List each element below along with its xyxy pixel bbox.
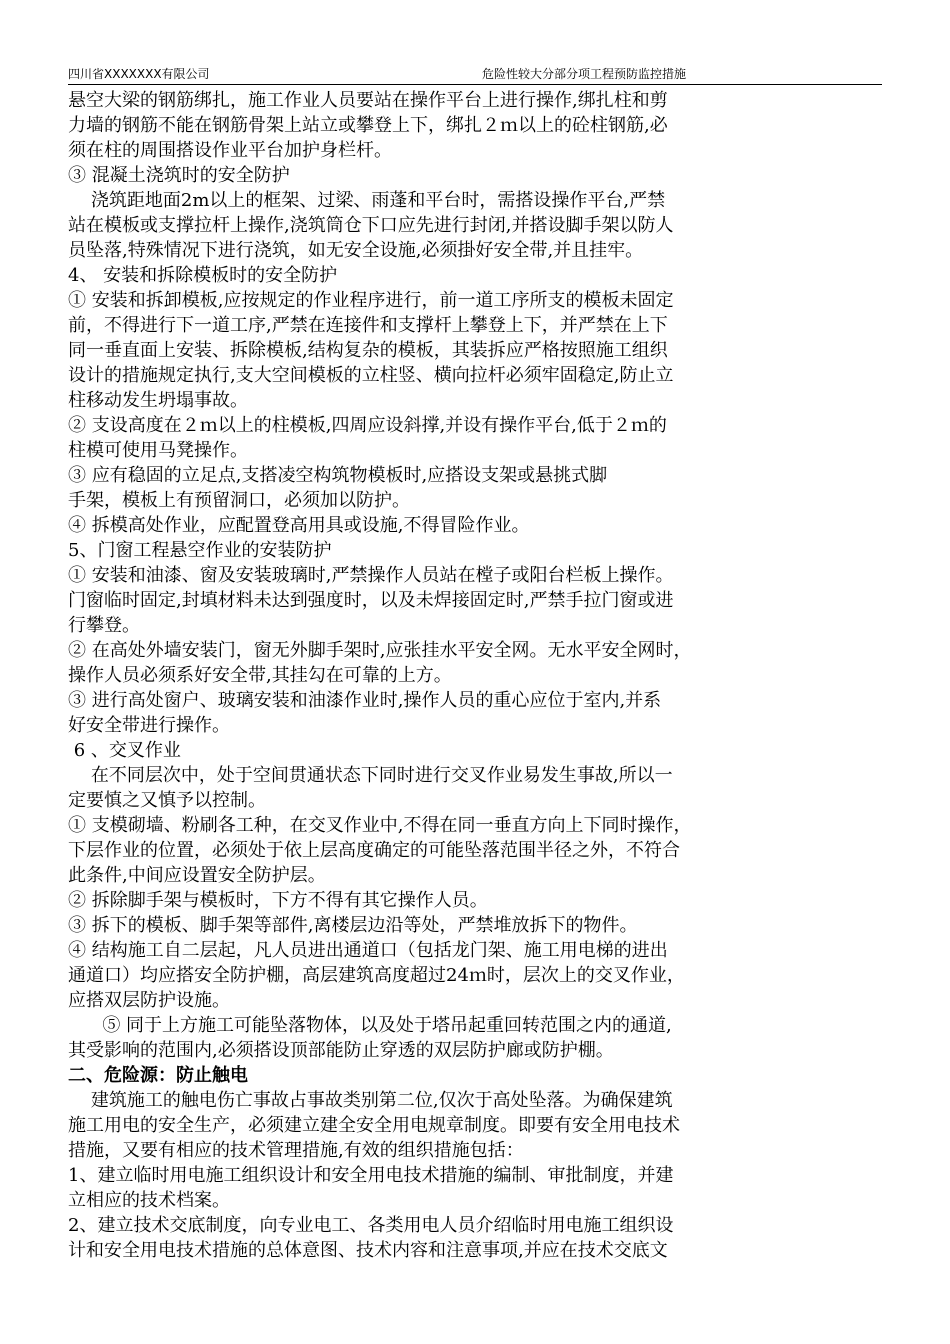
text-line: 站在模板或支撑拉杆上操作,浇筑筒仓下口应先进行封闭,并搭设脚手架以防人 (68, 215, 674, 236)
text-line: ① 支模砌墙、粉刷各工种，在交叉作业中,不得在同一垂直方向上下同时操作， (68, 815, 692, 836)
text-line: 行攀登。 (68, 615, 140, 636)
text-line: 6 、交叉作业 (68, 740, 181, 761)
text-line: 定要慎之又慎予以控制。 (68, 790, 266, 811)
text-line: ① 安装和油漆、窗及安装玻璃时,严禁操作人员站在樘子或阳台栏板上操作。 (68, 565, 674, 586)
text-line: 在不同层次中，处于空间贯通状态下同时进行交叉作业易发生事故,所以一 (68, 765, 673, 786)
text-line: ④ 结构施工自二层起，凡人员进出通道口（包括龙门架、施工用电梯的进出 (68, 940, 668, 961)
text-line: 通道口）均应搭安全防护棚，高层建筑高度超过24ｍ时，层次上的交叉作业， (68, 965, 685, 986)
text-line: 5、门窗工程悬空作业的安装防护 (68, 540, 332, 561)
text-line: ① 安装和拆卸模板,应按规定的作业程序进行，前一道工序所支的模板未固定 (68, 290, 674, 311)
text-line: 须在柱的周围搭设作业平台加护身栏杆。 (68, 140, 392, 161)
text-line: 建筑施工的触电伤亡事故占事故类别第二位,仅次于高处坠落。为确保建筑 (68, 1090, 673, 1111)
text-line: ② 支设高度在２ｍ以上的柱模板,四周应设斜撑,并设有操作平台,低于２ｍ的 (68, 415, 667, 436)
text-line: 手架，模板上有预留洞口，必须加以防护。 (68, 490, 410, 511)
text-line: 4、 安装和拆除模板时的安全防护 (68, 265, 338, 286)
text-line: ③ 进行高处窗户、玻璃安装和油漆作业时,操作人员的重心应位于室内,并系 (68, 690, 662, 711)
text-line: 力墙的钢筋不能在钢筋骨架上站立或攀登上下，绑扎２ｍ以上的砼柱钢筋,必 (68, 115, 668, 136)
document-body (68, 88, 882, 1263)
text-line: 设计的措施规定执行,支大空间模板的立柱竖、横向拉杆必须牢固稳定,防止立 (68, 365, 674, 386)
text-line: 柱移动发生坍塌事故。 (68, 390, 248, 411)
text-line: ③ 混凝土浇筑时的安全防护 (68, 165, 290, 186)
text-line: ② 在高处外墙安装门，窗无外脚手架时,应张挂水平安全网。无水平安全网时， (68, 640, 692, 661)
company-name: 四川省XXXXXXX有限公司 (68, 67, 210, 81)
text-line: 应搭双层防护设施。 (68, 990, 230, 1011)
text-line: 悬空大梁的钢筋绑扎，施工作业人员要站在操作平台上进行操作,绑扎柱和剪 (68, 90, 668, 111)
text-line: 好安全带进行操作。 (68, 715, 230, 736)
header-divider (68, 84, 882, 85)
text-line: 浇筑距地面2m以上的框架、过梁、雨蓬和平台时，需搭设操作平台,严禁 (68, 190, 666, 211)
section-heading: 二、危险源：防止触电 (68, 1065, 248, 1086)
text-line: 措施，又要有相应的技术管理措施,有效的组织措施包括： (68, 1140, 524, 1161)
text-line: 1、建立临时用电施工组织设计和安全用电技术措施的编制、审批制度，并建 (68, 1165, 674, 1186)
text-line: 门窗临时固定,封填材料未达到强度时，以及未焊接固定时,严禁手拉门窗或进 (68, 590, 674, 611)
text-line: 操作人员必须系好安全带,其挂勾在可靠的上方。 (68, 665, 452, 686)
text-line: 同一垂直面上安装、拆除模板,结构复杂的模板，其装拆应严格按照施工组织 (68, 340, 668, 361)
text-line: 2、建立技术交底制度，向专业电工、各类用电人员介绍临时用电施工组织设 (68, 1215, 674, 1236)
text-line: 其受影响的范围内,必须搭设顶部能防止穿透的双层防护廊或防护棚。 (68, 1040, 614, 1061)
text-line: 施工用电的安全生产，必须建立建全安全用电规章制度。即要有安全用电技术 (68, 1115, 680, 1136)
text-line: ③ 拆下的模板、脚手架等部件,离楼层边沿等处，严禁堆放拆下的物件。 (68, 915, 638, 936)
text-line: ② 拆除脚手架与模板时，下方不得有其它操作人员。 (68, 890, 488, 911)
text-line: 下层作业的位置，必须处于依上层高度确定的可能坠落范围半径之外，不符合 (68, 840, 680, 861)
text-line: ④ 拆模高处作业，应配置登高用具或设施,不得冒险作业。 (68, 515, 530, 536)
text-line: 前，不得进行下一道工序,严禁在连接件和支撑杆上攀登上下，并严禁在上下 (68, 315, 668, 336)
text-line: ⑤ 同于上方施工可能坠落物体，以及处于塔吊起重回转范围之内的通道, (68, 1015, 672, 1036)
document-title: 危险性较大分部分项工程预防监控措施 (482, 67, 687, 81)
text-line: ③ 应有稳固的立足点,支搭凌空构筑物模板时,应搭设支架或悬挑式脚 (68, 465, 608, 486)
text-line: 柱模可使用马凳操作。 (68, 440, 248, 461)
text-line: 立相应的技术档案。 (68, 1190, 230, 1211)
page-header (68, 64, 882, 86)
text-line: 此条件,中间应设置安全防护层。 (68, 865, 326, 886)
text-line: 员坠落,特殊情况下进行浇筑，如无安全设施,必须掛好安全带,并且挂牢。 (68, 240, 644, 261)
text-line: 计和安全用电技术措施的总体意图、技术内容和注意事项,并应在技术交底文 (68, 1240, 668, 1261)
